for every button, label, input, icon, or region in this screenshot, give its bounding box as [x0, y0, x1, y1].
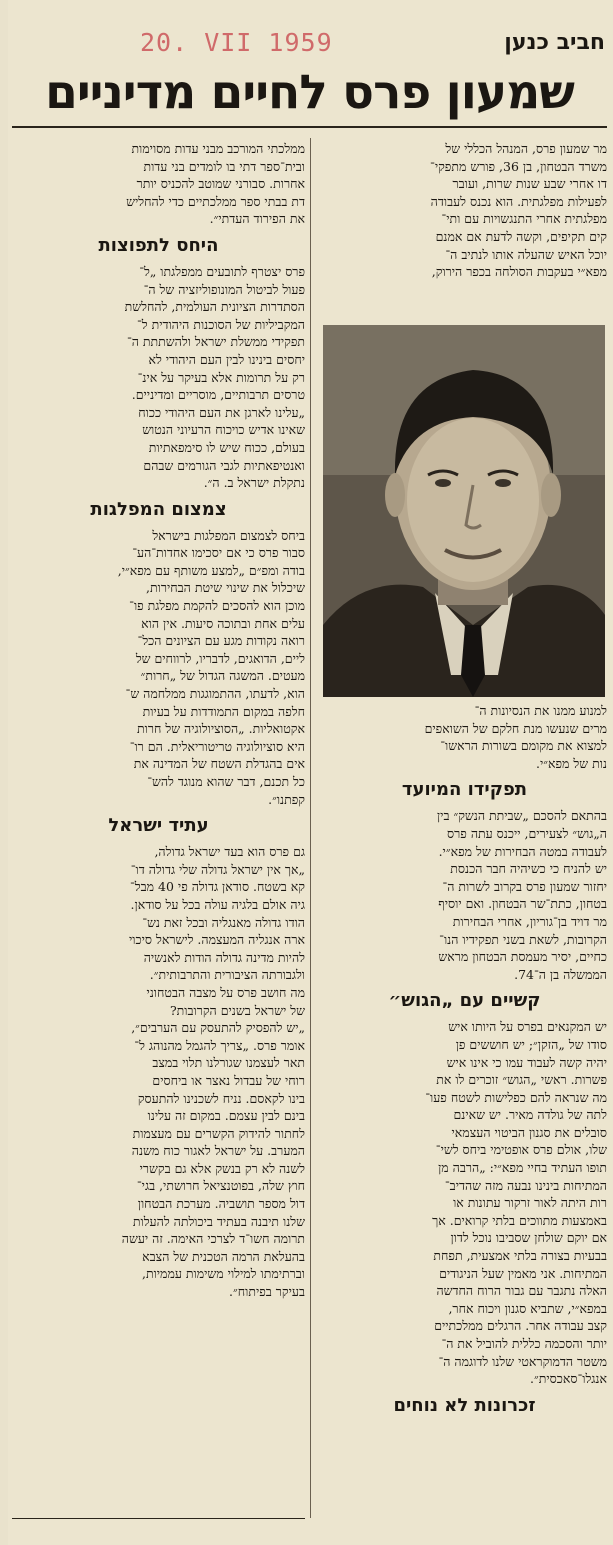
text-line: הודו גדולה מאנגליה ובכל זאת נש־	[142, 914, 305, 930]
text-line: ה„גוש״ לצעירים, ייכנס עתה פרס	[447, 825, 607, 841]
text-line: מפא״י בעקבות הסולחה בכפר הירוק,	[431, 264, 607, 280]
text-line: ארה אנגליה המעצמה. לישראל סיכוי	[129, 932, 305, 948]
subheading-intended-role: תפקידו המיועד	[401, 779, 528, 801]
headline-rule	[12, 126, 607, 128]
text-line: לחתור להידוק הקשרים עם מעצמות	[132, 1125, 305, 1141]
text-line: עלים אחת ובתוכה סיעות. אין הוא	[141, 615, 305, 631]
text-line: דו אחרי שבע שנות שרות, ועובר	[452, 176, 607, 192]
text-line: יחסים בינינו לבין העם היהודי לא	[148, 351, 305, 367]
text-line: להיות מדינה גדולה הודות לאנשיה	[143, 949, 305, 965]
text-line: לפעילות מפלגתית. הוא נכנס לעבודה	[430, 193, 607, 209]
text-line: בודה ומפ״ם „למצע משותף עם מפא״י,	[117, 562, 305, 578]
text-line: כל תכנם, דבר שהוא מנוגד להש־	[147, 774, 305, 789]
text-line: הממשלה בן ה־74.	[514, 966, 607, 982]
text-line: אים בהגדלת השטח של המדינה את	[133, 756, 305, 772]
text-line: האלה נתגבר עם גבור הרוח החדשה	[436, 1283, 607, 1299]
text-line: המקביליות של הסוכנות היהודית ל־	[136, 316, 305, 332]
text-line: ובית־ספר דתי בו לומדים בני עדות	[143, 158, 305, 174]
byline: חביב כנען	[504, 30, 605, 55]
portrait-photo	[323, 325, 605, 697]
text-line: יוכל האיש שהעלה אותו לנתיב ה־	[445, 246, 607, 262]
text-line: מפלגתית אחרי התנגשויות עם ותי־	[441, 211, 607, 227]
text-line: רוחי של עבדול נאצר או ביחסים	[152, 1072, 305, 1088]
text-line: מוכן הוא להסכים להקמת מפלגת פו־	[129, 598, 305, 614]
text-line: בינו לקאסם. נניח לשכנינו להתעסק	[137, 1090, 305, 1106]
text-line: „יש להפסיק להתעסק עם הערבים״,	[131, 1020, 305, 1036]
text-line: יחזור שמעון פרס בקרוב לשרות ה־	[442, 878, 607, 894]
text-line: בעולם, ככוח שיש לו סימפאתיות	[148, 439, 305, 455]
text-line: היא סוציולוגיה טריטוריאלית. הם רו־	[129, 738, 305, 754]
text-line: בעיקר בפיתוח״.	[229, 1284, 305, 1300]
text-line: ליים, הדואגים, לדבריו, לרווחים של	[135, 650, 305, 666]
text-line: במפא״י, שתביא סגנון ויכוח אחר,	[448, 1300, 607, 1316]
text-line: בהתאם להסכם „שביתת הנשק״ בין	[437, 808, 607, 824]
text-line: למצוא את מקומם בשורות הראשו־	[440, 738, 607, 754]
text-line: הוא, לדעתו, ההתמוגגות ממלחמה ש־	[125, 686, 305, 702]
date-stamp: 20. VII 1959	[140, 28, 333, 57]
text-line: רות היתה לאור זרקור עתונות או	[453, 1195, 607, 1211]
right-column-body	[322, 702, 607, 1423]
text-line: בינם לבין עצמם. במקום זה עלינו	[147, 1108, 305, 1124]
text-line: קצב עבודה אחר. הרגלים ממלכתיים	[434, 1318, 607, 1334]
text-line: חוץ שלה, בפוטנציאל חרושתי, בגי־	[136, 1178, 305, 1194]
text-line: אחרות. סבורני שמוטב להכניס יותר	[136, 176, 305, 192]
text-line: אם יוקם שולחן שסביבו נוכל לדון	[450, 1230, 607, 1246]
left-column	[12, 140, 305, 1301]
text-line: המתיחות בינינו נבעה מזה שהדיב־	[444, 1177, 607, 1193]
text-line: קא בשטח. סודאן גדולה פי 40 מבל־	[129, 879, 305, 895]
bottom-rule	[12, 1518, 305, 1519]
text-line: שיכלול את שינוי שיטת הבחירות,	[146, 580, 305, 596]
text-line: את הפירוד העדתי״.	[209, 211, 305, 227]
text-line: קפתנו״.	[268, 791, 305, 807]
text-line: אקטואליות. „הסוציולוגיה של חרות	[137, 721, 305, 737]
text-line: המערב. על ישראל לאגור כוח משנה	[131, 1143, 305, 1159]
text-line: ואנטיפאתיות לגבי הגורמים שבהם	[143, 457, 305, 473]
subheading-difficulties: קשיים עם „הגוש״	[388, 990, 541, 1012]
text-line: טרסים תרבותיים, מוסריים ומדיניים.	[131, 387, 305, 403]
text-line: נות של מפא״י.	[536, 755, 607, 771]
text-line: אומר פרס. „צריך להגמל מהנוהג ל־	[134, 1037, 305, 1053]
text-line: נתקלת ישראל ב. ה״.	[203, 475, 305, 491]
text-line: מה חושב פרס על מצבה הבטחוני	[146, 984, 305, 1000]
text-line: פרס יצטרף לתובעים ממפלגתו „ל־	[139, 263, 305, 279]
text-line: של ישראל בשנים הקרובות?	[169, 1002, 305, 1018]
text-line: בבעיות בצורה בלתי אמצעית, תפחת	[433, 1248, 607, 1264]
text-line: תרומה חשו־ד לצרכי האימה. זה יעשה	[121, 1231, 305, 1247]
text-line: יהיה קשה לעבוד עמו כי אינו איש	[446, 1054, 607, 1070]
subheading-unpleasant-memories: זכרונות לא נוחים	[393, 1394, 536, 1416]
text-line: אנגלו־סאכסית״.	[530, 1371, 607, 1387]
text-line: סודו של „הזקן״; יש חוששים פן	[455, 1036, 607, 1052]
subheading-party-reduction: צמצום המפלגות	[90, 498, 227, 520]
text-line: חלפה במקום התמודדות על בעיות	[142, 703, 305, 719]
text-line: יש המקנאים בפרס על היותו איש	[448, 1019, 607, 1035]
headline: שמעון פרס לחיים מדיניים	[45, 65, 574, 120]
text-line: יש להניח כי כשיהיה חבר הכנסת	[450, 861, 607, 877]
text-line: גיה אולם בלגיה עולה בכל על סודאן.	[130, 896, 305, 912]
text-line: המתיחות. אני מאמין שעל הניגודים	[439, 1265, 607, 1281]
text-line: מעטים. המשגה הגדול של „חרות״	[140, 668, 305, 684]
text-line: ביחס לצמצום המפלגות בישראל	[152, 527, 305, 543]
text-line: שלנו תיבנה בעתיד ביכולתה להעלות	[132, 1213, 305, 1229]
text-line: הקרובות, לשאת בשני תפקידיו הנו־	[439, 931, 607, 947]
text-line: מה שנראה להם כפלישות לשטח פעו־	[425, 1089, 607, 1105]
text-line: סובלים את סגנון הביטוי העצמאי	[451, 1124, 607, 1140]
text-line: „עלינו לארגן את העם היהודי ככוח	[138, 404, 305, 420]
text-line: הסתדרות הציונית העולמית, להחלשת	[124, 299, 305, 315]
text-line: פשרות. ראשי „הגוש״ זוכרים לו את	[436, 1072, 607, 1088]
text-line: משטר הדמוקראטי שלנו לדוגמה ה־	[438, 1353, 607, 1369]
text-line: באמצעות מתווכים בלתי קרואים. אך	[432, 1212, 607, 1228]
text-line: משרד הבטחון, בן 36, פורש מתפקי־	[430, 158, 607, 174]
text-line: דת בבתי ספר ממלכתיים כדי להחליש	[126, 193, 305, 209]
text-line: גם פרס הוא בעד ישראל גדולה,	[154, 844, 305, 860]
text-line: לעבודה במטה הבחירות של מפא״י.	[438, 843, 607, 859]
text-line: מר דויד בן־גוריון, אחרי הבחירות	[452, 913, 607, 929]
text-line: סבור פרס כי אם יסכימו אחדות־הע־	[132, 545, 305, 561]
subheading-diaspora: היחס לתפוצות	[98, 234, 219, 256]
text-line: תאר לעצמנו שגורלנו תלוי במצב	[152, 1055, 305, 1071]
text-line: לתה של גולדה מאיר. יש שאינם	[453, 1107, 607, 1123]
text-line: ממלכתי המורכב מבני עדות מסוימות	[131, 141, 305, 156]
text-line: יותר והסכמה כללית להוביל את ה־	[441, 1336, 607, 1351]
text-line: שלו, אולם פרס אופטימי ביחס לשי־	[435, 1142, 607, 1158]
text-line: קים תקיפים, וקשה לדעת אם אמנם	[435, 228, 607, 244]
text-line: „אך אין ישראל גדולה שלי גדולה דו־	[130, 861, 305, 877]
text-line: רואה נקודות מגע עם הציונים הכל־	[137, 633, 305, 649]
right-column-intro	[322, 140, 607, 281]
text-line: מרים שנעשו מנת חלקם של השואפים	[424, 720, 607, 736]
text-line: מר שמעון פרס, המנהל הכללי של	[445, 141, 607, 156]
text-line: שאינו אדיש כויכוח הרעיוני הנטוש	[142, 422, 305, 438]
text-line: כחיים, יסיר מעמסת הבטחון מראש	[438, 949, 607, 965]
text-line: לשנה לא רק בנשק אלא גם בקשרי	[139, 1160, 305, 1176]
text-line: בהעלאת הרמה הטכנית של הצבא	[142, 1248, 305, 1264]
column-divider	[310, 138, 311, 1518]
text-line: וברתימתו למילוי משימות עממיות,	[141, 1266, 305, 1282]
text-line: בטחון, כתת־שר הבטחון. ואם יוסיף	[438, 896, 607, 912]
subheading-israel-future: עתיד ישראל	[108, 815, 209, 837]
text-line: ולגבורתה הציבורית והתרבותית״.	[149, 967, 305, 983]
text-line: תופו העתיד בחיי מפא״י: „הרבה מן	[438, 1160, 607, 1176]
text-line: רק על תרומות אלא בעיקר על אינ־	[137, 369, 305, 385]
text-line: למנוע ממנו את הנסיונות ה־	[474, 703, 607, 718]
text-line: דול מספר תושביה. מערכת הבטחון	[137, 1196, 305, 1212]
text-line: פעול לביטול המונופוליזציה של ה־	[143, 281, 305, 297]
text-line: תפקידי ממשלת ישראל ולהשתתת ה־	[126, 334, 305, 350]
